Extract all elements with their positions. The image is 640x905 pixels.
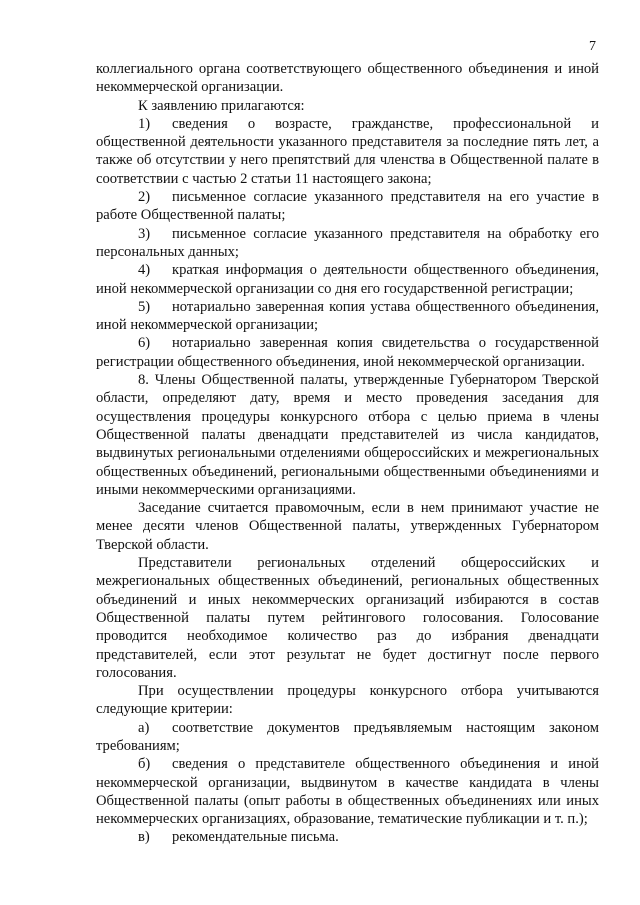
list-item-4 bbox=[96, 261, 599, 298]
list-item-text: письменное согласие указанного представителя на обработку его персональных данных; bbox=[96, 225, 599, 260]
list-item-number: 2) bbox=[138, 189, 151, 206]
list-item-number: 5) bbox=[138, 298, 151, 315]
list-item-text: сведения о представителе общественного объединения и иной некоммерческой организации, выдвинутом в качестве кандидата в члены Общественной палаты (опыт работы в общественных объединениях или иных некоммерческих организациях, образование, тематические публикации и т. п.); bbox=[96, 756, 599, 828]
list-item-text: соответствие документов предъявляемым настоящим законом требованиям; bbox=[96, 719, 599, 754]
list-item-text: нотариально заверенная копия свидетельства о государственной регистрации общественного объединения, иной некоммерческой организации. bbox=[96, 335, 599, 370]
list-item-number: б) bbox=[138, 756, 151, 773]
list-item-number: 6) bbox=[138, 335, 151, 352]
criteria-item-b bbox=[96, 755, 599, 828]
list-item-text: краткая информация о деятельности общественного объединения, иной некоммерческой организации со дня его государственной регистрации; bbox=[96, 262, 599, 297]
list-item-3 bbox=[96, 225, 599, 262]
paragraph-section-8: 8. Члены Общественной палаты, утвержденные Губернатором Тверской области, определяют дату, время и место проведения заседания для осуществления процедуры конкурсного отбора с целью приема в члены Общественной палаты двенадцати представителей из числа кандидатов, выдвинутых региональными отделениями общероссийских и межрегиональных общественных объединений, региональными общественными объединениями и иными некоммерческими организациями. bbox=[96, 372, 599, 498]
list-item-number: а) bbox=[138, 719, 150, 736]
paragraph-quorum: Заседание считается правомочным, если в нем принимают участие не менее десяти членов Общественной палаты, утвержденных Губернатором Тверской области. bbox=[96, 500, 599, 553]
paragraph-attachments-intro: К заявлению прилагаются: bbox=[138, 97, 305, 114]
paragraph-criteria-intro: При осуществлении процедуры конкурсного отбора учитываются следующие критерии: bbox=[96, 683, 599, 718]
criteria-item-a bbox=[96, 719, 599, 756]
list-item-6 bbox=[96, 334, 599, 371]
list-item-text: письменное согласие указанного представителя на его участие в работе Общественной палаты; bbox=[96, 189, 599, 224]
criteria-item-c bbox=[96, 828, 599, 846]
paragraph-continuation: коллегиального органа соответствующего общественного объединения и иной некоммерческой организации. bbox=[96, 61, 599, 96]
paragraph-voting: Представители региональных отделений общероссийских и межрегиональных общественных объединений, региональных общественных объединений и иных некоммерческих организаций избираются в состав Общественной палаты путем рейтингового голосования. Голосование проводится необходимое количество раз до избрания двенадцати представителей, если этот результат не будет достигнут после первого голосования. bbox=[96, 555, 599, 681]
list-item-number: в) bbox=[138, 829, 150, 846]
page-number: 7 bbox=[589, 39, 596, 54]
list-item-1 bbox=[96, 115, 599, 188]
list-item-text: рекомендательные письма. bbox=[172, 829, 339, 846]
list-item-5 bbox=[96, 298, 599, 335]
list-item-number: 3) bbox=[138, 225, 151, 242]
list-item-text: нотариально заверенная копия устава общественного объединения, иной некоммерческой организации; bbox=[96, 298, 599, 334]
list-item-number: 1) bbox=[138, 115, 151, 132]
list-item-2 bbox=[96, 188, 599, 225]
document-body bbox=[96, 60, 599, 847]
list-item-text: сведения о возрасте, гражданстве, профессиональной и общественной деятельности указанного представителя за последние пять лет, а также об отсутствии у него препятствий для членства в Общественной палате в соответствии с частью 2 статьи 11 настоящего закона; bbox=[96, 115, 599, 187]
list-item-number: 4) bbox=[138, 262, 151, 279]
